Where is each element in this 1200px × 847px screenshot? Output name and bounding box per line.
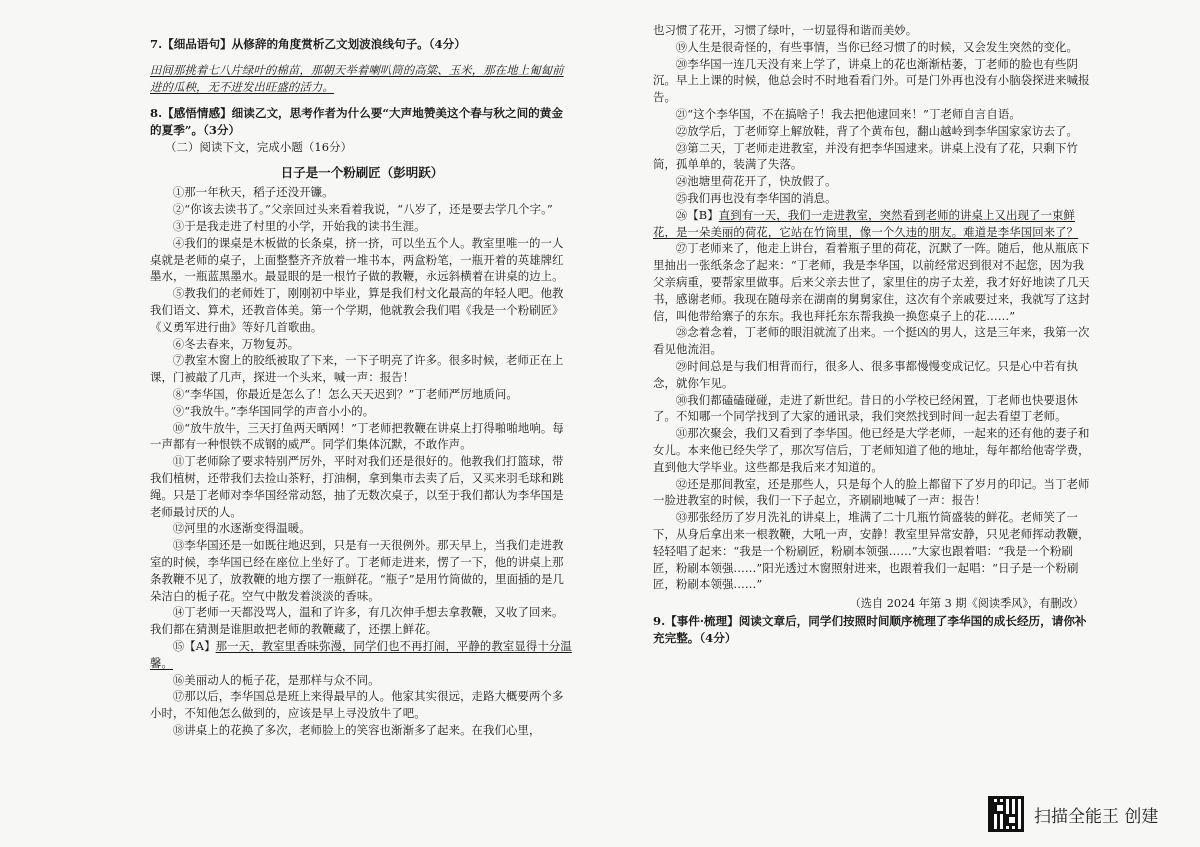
paragraph: ㉙时间总是与我们相背而行，很多人、很多事都慢慢变成记忆。只是心中若有执念，就你乍见。: [653, 358, 1078, 390]
paragraph: ⑩“放牛放牛，三天打鱼两天晒网！”丁老师把教鞭在讲桌上打得啪啪地响。每一声都有一种恨铁不成钢的威严。同学们集体沉默，不敢作声。: [150, 420, 564, 452]
marker-a: ⑮【A】: [172, 638, 216, 653]
watermark-text: 扫描全能王 创建: [1034, 806, 1159, 827]
paragraph: ③于是我走进了村里的小学，开始我的读书生涯。: [172, 218, 426, 233]
qr-code-icon: [988, 796, 1024, 832]
paragraph: ⑭丁老师一天都没骂人，温和了许多，有几次伸手想去拿教鞭，又收了回来。我们都在猜测是谁胆敢把老师的教鞭藏了，还摆上鲜花。: [150, 605, 564, 637]
question-7: 7.【细品语句】从修辞的角度赏析乙文划波浪线句子。（4分）: [150, 37, 466, 51]
paragraph: ㉑“这个李华国，不在搞啥子！我去把他逮回来！”丁老师自言自语。: [675, 106, 1021, 121]
paragraph: ㉗丁老师来了，他走上讲台，看着瓶子里的荷花，沉默了一阵。随后，他从瓶底下里抽出一张纸条念了起来：“丁老师，我是李华国，以前经常迟到很对不起您，因为我父亲病重，要帮家里做事。后来父亲去世了，家里住的房子太差，我才好好地读了几天书，感谢老师。我现在随母亲在湖南的舅舅家住，这次有个亲戚要过来，我就写了这封信，叫他带给寨子的东东。我也拜托东东帮我换一换您桌子上的花……”: [653, 241, 1090, 323]
paragraph: ⑫河里的水逐渐变得温暖。: [172, 521, 311, 536]
right-column: [600, 0, 1200, 847]
paragraph-26: [653, 207, 1090, 241]
paragraph: ⑯美丽动人的栀子花，是那样与众不同。: [172, 672, 380, 687]
question-9: 9.【事件·梳理】阅读文章后，同学们按照时间顺序梳理了李华国的成长经历，请你补充完整。（4分）: [653, 614, 1087, 646]
paragraph: ㉔池塘里荷花开了，快放假了。: [675, 174, 837, 189]
source-note: （选自 2024 年第 3 期《阅读季风》，有删改）: [849, 597, 1084, 611]
section-heading: （二）阅读下文，完成小题（16分）: [165, 139, 353, 154]
paragraph: ⑪丁老师除了要求特别严厉外，平时对我们还是很好的。他教我们打篮球，带我们植树，还带我们去捡山茶籽，打油桐，拿到集市去卖了后，又买来羽毛球和跳绳。只是丁老师对李华国经常动怒，抽了无数次桌子，以至于我们都认为李华国是老师最讨厌的人。: [150, 454, 564, 519]
paragraph: ⑤教我们的老师姓丁，刚刚初中毕业，算是我们村文化最高的年轻人吧。他教我们语文、算术，还教音体美。第一个学期，他就教会我们唱《我是一个粉刷匠》《义勇军进行曲》等好几首歌曲。: [150, 286, 564, 334]
paragraph: ㉘念着念着，丁老师的眼泪就流了出来。一个挺凶的男人，这是三年来，我第一次看见他流泪。: [653, 325, 1090, 357]
paragraph: ⑥冬去春来，万物复苏。: [172, 336, 300, 351]
paragraph: 也习惯了花开，习惯了绿叶，一切显得和谐而美妙。: [653, 23, 918, 37]
paragraph: ㉓第二天，丁老师走进教室，并没有把李华国逮来。讲桌上没有了花，只剩下竹筒，孤单单的，装满了失落。: [653, 140, 1078, 172]
paragraph: ㉝那张经历了岁月洗礼的讲桌上，堆满了二十几瓶竹筒盛装的鲜花。老师笑了一下，从身后拿出来一根教鞭，大吼一声，安静！教室里异常安静，只见老师挥动教鞭，轻轻唱了起来：“我是一个粉刷匠，粉刷本领强……”大家也跟着唱：“我是一个粉刷匠，粉刷本领强……”阳光透过木窗照射进来，也跟着我们一起唱：“日子是一个粉刷匠，粉刷本领强……”: [653, 510, 1090, 592]
paragraph-15: [150, 638, 574, 672]
paragraph: ⑱讲桌上的花换了多次，老师脸上的笑容也渐渐多了起来。在我们心里，: [172, 722, 541, 737]
underlined-sentence-b: 直到有一天，我们一走进教室，突然看到老师的讲桌上又出现了一束鲜花，是一朵美丽的荷花，它站在竹筒里，像一个久违的朋友。难道是李华国回来了？: [653, 207, 1079, 239]
paragraph: ⑲人生是很奇怪的，有些事情，当你已经习惯了的时候，又会发生突然的变化。: [675, 39, 1078, 54]
underlined-sentence-a: 那一天，教室里香味弥漫，同学们也不再打闹，平静的教室显得十分温馨。: [150, 638, 572, 670]
paragraph: ㉛那次聚会，我们又看到了李华国。他已经是大学老师，一起来的还有他的妻子和女儿。本来他已经失学了，那次写信后，丁老师知道了他的地址，每年都给他寄学费，直到他大学毕业。这些都是我后来才知道的。: [653, 426, 1090, 474]
paragraph: ⑧“李华国，你最近是怎么了！怎么天天迟到？”丁老师严厉地质问。: [172, 386, 518, 401]
paragraph: ㉚我们都磕磕碰碰，走进了新世纪。昔日的小学校已经闲置，丁老师也快要退休了。不知哪一个同学找到了大家的通讯录，我们突然找到时间一起去看望丁老师。: [653, 392, 1078, 424]
paragraph: ㉒放学后，丁老师穿上解放鞋，背了个黄布包，翻山越岭到李华国家家访去了。: [675, 123, 1078, 138]
scanner-watermark: [988, 794, 1188, 834]
paragraph: ⑰那以后，李华国总是班上来得最早的人。他家其实很远，走路大概要两个多小时，不知他怎么做到的，应该是早上寻没放牛了吧。: [150, 689, 564, 721]
question-8: 8.【感悟情感】细读乙文，思考作者为什么要“大声地赞美这个春与秋之间的黄金的夏季”。（3分）: [150, 105, 563, 137]
q7-quote: 田间那挑着七八片绿叶的棉苗，那朝天举着喇叭筒的高粱、玉米，那在地上匍匐前进的瓜秧，无不进发出旺盛的活力。: [150, 63, 564, 94]
article-title: 日子是一个粉刷匠（彭明跃）: [280, 165, 444, 181]
paragraph: ⑬李华国还是一如既往地迟到，只是有一天很例外。那天早上，当我们走进教室的时候，李华国已经在座位上坐好了。丁老师走进来，愣了一下，他的讲桌上那条教鞭不见了，放教鞭的地方摆了一瓶鲜花。“瓶子”是用竹筒做的，里面插的是几朵洁白的栀子花。空气中散发着淡淡的香味。: [150, 538, 565, 603]
paragraph: ⑳李华国一连几天没有来上学了，讲桌上的花也渐渐枯萎，丁老师的脸也有些阴沉。早上上课的时候，他总会时不时地看看门外。可是门外再也没有小脑袋探进来喊报告。: [653, 56, 1090, 105]
marker-b: ㉖【B】: [675, 207, 719, 222]
paragraph: ⑦教室木窗上的胶纸被取了下来，一下子明亮了许多。很多时候，老师正在上课，门被敲了几声，探进一个头来，喊一声：报告！: [150, 353, 564, 385]
left-column: [0, 0, 598, 847]
paragraph: ⑨“我放牛。”李华国同学的声音小小的。: [172, 403, 375, 418]
paragraph: ②“你该去读书了。”父亲回过头来看着我说，“八岁了，还是要去学几个字。”: [172, 202, 553, 217]
paragraph: ㉜还是那间教室，还是那些人，只是每个人的脸上都留下了岁月的印记。当丁老师一脸进教室的时候，我们一下子起立，齐刷刷地喊了一声：报告！: [653, 476, 1090, 508]
paragraph: ①那一年秋天，稻子还没开镰。: [172, 185, 334, 200]
paragraph: ㉕我们再也没有李华国的消息。: [675, 190, 837, 205]
paragraph: ④我们的课桌是木板做的长条桌，挤一挤，可以坐五个人。教室里唯一的一人桌就是老师的桌子，上面整整齐齐放着一堆书本，两盒粉笔，一瓶开着的英雄牌红墨水，一瓶蓝黑墨水。最显眼的是一根竹子做的教鞭，永远斜横着在讲桌的边上。: [150, 235, 564, 284]
